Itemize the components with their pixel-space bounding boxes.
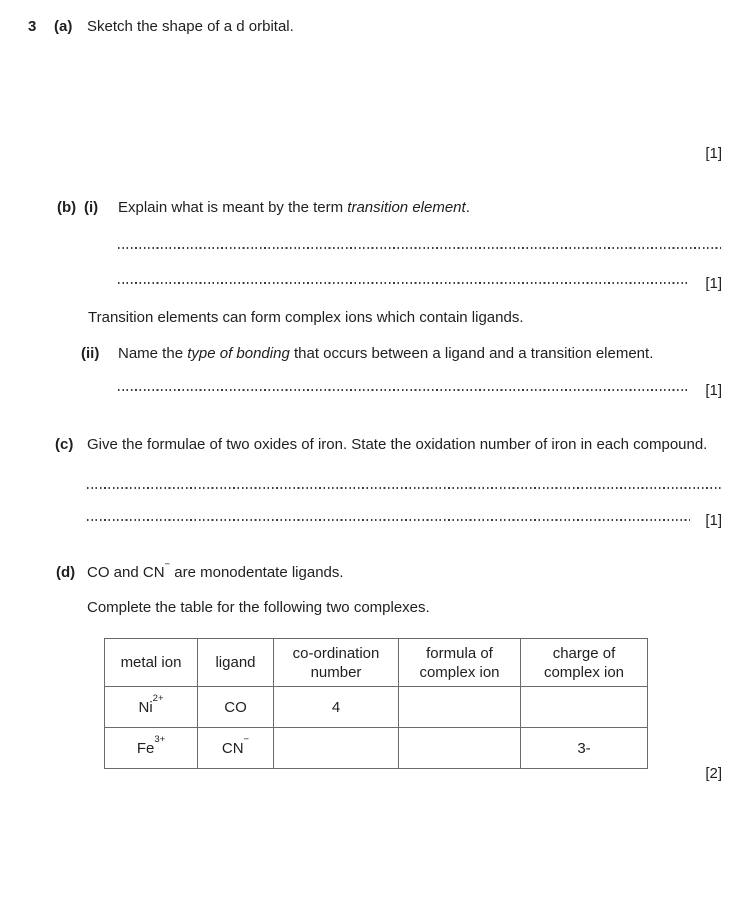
part-c-prompt: Give the formulae of two oxides of iron. State the oxidation number of iron in each compound. [87,436,708,453]
superscript: − [243,734,250,746]
part-b-ii-prompt-italic: type of bonding [187,345,290,362]
part-b-i-prompt-italic: transition element [347,199,466,216]
cell-ligand-cn: CN− [198,728,274,769]
cell-metal-ion-fe: $Fe^{3+}$ [105,728,198,769]
cell-charge-fe: 3- [521,728,648,769]
part-d-marks: [2] [705,765,722,782]
part-b-i-prompt [118,199,470,217]
answer-line [118,282,690,284]
header-ligand: ligand [198,639,274,687]
header-formula-of-complex-ion: formula of complex ion [399,639,521,687]
part-b-note: Transition elements can form complex ions which contain ligands. [88,309,524,326]
part-c-marks: [1] [705,512,722,529]
answer-line [118,389,690,391]
part-a-label: (a) [54,18,73,35]
table-header-row [105,639,648,687]
superscript: 2+ [152,693,164,705]
answer-line [87,519,690,521]
answer-line [118,247,721,249]
part-d-label: (d) [56,564,76,581]
part-b-i-prompt-prefix: Explain what is meant by the term [118,199,348,216]
part-d-instruction: Complete the table for the following two complexes. [87,599,430,616]
part-d-prompt-base: CO and CN [87,564,165,581]
complexes-table [104,638,648,769]
header-charge-of-complex-ion: charge of complex ion [521,639,648,687]
header-coordination-number: co-ordination number [274,639,399,687]
part-b-ii-marks: [1] [705,382,722,399]
part-a-marks: [1] [705,145,722,162]
answer-line [87,487,721,489]
part-b-ii-prompt-prefix: Name the [118,345,188,362]
part-b-ii-label: (ii) [81,345,100,362]
part-b-label: (b) [57,199,77,216]
part-a-prompt: Sketch the shape of a d orbital. [87,18,294,35]
table-row [105,687,648,728]
superscript: 3+ [154,734,166,746]
part-d-prompt [87,558,344,582]
cell-formula-ni-blank [399,687,521,728]
part-b-ii-prompt-suffix: that occurs between a ligand and a transition element. [289,345,654,362]
cell-formula-fe-blank [399,728,521,769]
cell-coordination-number-fe-blank [274,728,399,769]
part-b-i-label: (i) [84,199,99,216]
part-b-i-marks: [1] [705,275,722,292]
cell-charge-ni-blank [521,687,648,728]
cell-ligand-co: CO [198,687,274,728]
part-b-ii-prompt [118,345,653,363]
part-d-prompt-superscript: − [164,558,171,570]
header-metal-ion: metal ion [105,639,198,687]
part-d-prompt-rest: are monodentate ligands. [170,564,344,581]
question-number: 3 [28,18,37,35]
cell-metal-ion-ni: $Ni^{2+}$ [105,687,198,728]
part-c-label: (c) [55,436,74,453]
table-row [105,728,648,769]
part-b-i-prompt-suffix: . [465,199,470,216]
cell-coordination-number-ni: 4 [274,687,399,728]
